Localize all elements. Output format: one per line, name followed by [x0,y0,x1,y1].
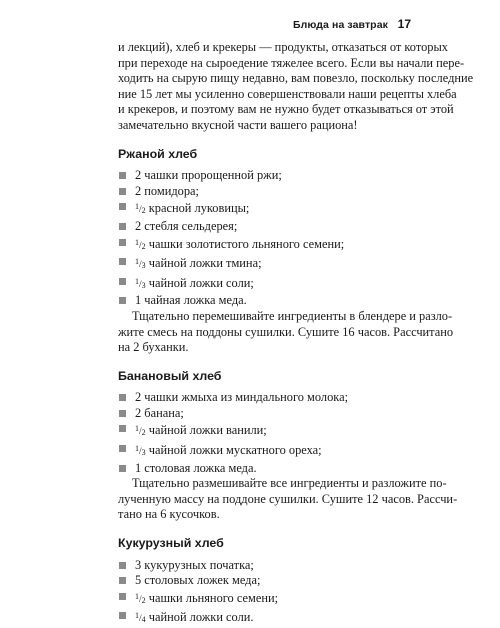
ingredient-item [118,235,392,255]
text-line: ходить на сырую пищу недавно, вам повезло, поскольку последние [118,71,474,86]
fraction: $^1/_2$ [135,424,146,438]
ingredient-item [118,293,392,309]
text-line: и крекеров, и поэтому вам не нужно будет отказываться от этой [118,102,454,117]
square-bullet-icon [119,278,126,285]
ingredient-item [118,168,392,184]
ingredient-list [118,168,392,309]
square-bullet-icon [119,410,126,417]
square-bullet-icon [119,577,126,584]
ingredient-text: 2 стебля сельдерея; [135,218,238,233]
recipe-title: Банановый хлеб [118,368,222,383]
text-line: и лекций), хлеб и крекеры — продукты, отказаться от которых [118,40,448,54]
square-bullet-icon [119,425,126,432]
ingredient-text: 2 банана; [135,405,184,420]
square-bullet-icon [119,239,126,246]
square-bullet-icon [119,394,126,401]
ingredient-text: чайной ложки соли. [148,610,254,625]
ingredient-item [118,608,392,628]
ingredient-item [118,254,392,274]
recipe-title: Кукурузный хлеб [118,536,224,551]
fraction: $^1/_4$ [135,611,146,625]
ingredient-text: 2 чашки пророщенной ржи; [135,168,282,183]
square-bullet-icon [119,465,126,472]
text-line: Тщательно размешивайте все ингредиенты и разложите по- [132,476,447,491]
square-bullet-icon [119,258,126,265]
ingredient-item [118,406,392,422]
ingredient-text: 1 столовая ложка меда. [135,460,257,475]
ingredient-text: чашки золотистого льняного семени; [148,236,345,251]
fraction: $^1/_2$ [135,202,146,216]
ingredient-text: 2 помидора; [135,183,199,198]
ingredient-item [118,219,392,235]
ingredient-item [118,390,392,406]
ingredient-item [118,199,392,219]
square-bullet-icon [119,612,126,619]
square-bullet-icon [119,593,126,600]
square-bullet-icon [119,172,126,179]
square-bullet-icon [119,562,126,569]
ingredient-text: чайной ложки ванили; [148,423,267,438]
fraction: $^1/_3$ [135,444,146,458]
ingredient-item [118,184,392,200]
ingredient-text: чайной ложки мускатного ореха; [148,443,322,458]
ingredient-item [118,461,392,477]
running-head: Блюда на завтрак [292,19,388,31]
ingredient-item [118,441,392,461]
ingredient-text: чашки льняного семени; [148,590,279,605]
text-line: замечательно вкусной части вашего рациона! [118,117,358,132]
square-bullet-icon [119,203,126,210]
fraction: $^1/_3$ [135,257,146,271]
text-line: ние 15 лет мы усиленно совершенствовали наши рецепты хлеба [118,86,457,101]
square-bullet-icon [119,297,126,304]
square-bullet-icon [119,223,126,230]
fraction: $^1/_3$ [135,276,146,290]
text-line: на 2 буханки. [118,340,189,355]
ingredient-text: чайной ложки соли; [148,275,254,290]
page-number: 17 [397,17,411,31]
text-line: при переходе на сыроедение тяжелее всего. Если вы начали пере- [118,55,465,70]
ingredient-item [118,589,392,609]
ingredient-text: 2 чашки жмыха из миндального молока; [135,390,349,405]
recipe-title: Ржаной хлеб [118,146,198,161]
fraction: $^1/_2$ [135,591,146,605]
text-line: тано на 6 кусочков. [118,507,220,522]
ingredient-text: 5 столовых ложек меда; [135,573,261,588]
ingredient-item [118,558,392,574]
ingredient-text: чайной ложки тмина; [148,256,262,271]
ingredient-list [118,390,392,476]
ingredient-item [118,573,392,589]
page-content [118,40,474,628]
fraction: $^1/_2$ [135,237,146,251]
intro-paragraph [118,40,474,134]
ingredient-text: 1 чайная ложка меда. [135,293,247,308]
text-line: жите смесь на поддоны сушилки. Сушите 16 часов. Рассчитано [118,324,454,339]
ingredient-item [118,274,392,294]
text-line: Тщательно перемешивайте ингредиенты в блендере и разло- [132,308,453,323]
square-bullet-icon [119,188,126,195]
recipe-instructions [118,308,454,356]
recipe-section [118,146,454,356]
ingredient-text: красной луковицы; [148,201,250,216]
ingredient-text: 3 кукурузных початка; [135,557,254,572]
recipe-section [118,536,392,628]
ingredient-item [118,421,392,441]
square-bullet-icon [119,445,126,452]
text-line: лученную массу на поддоне сушилки. Сушите 12 часов. Рассчи- [118,491,458,506]
ingredient-list [118,558,392,628]
recipe-list [118,146,458,628]
